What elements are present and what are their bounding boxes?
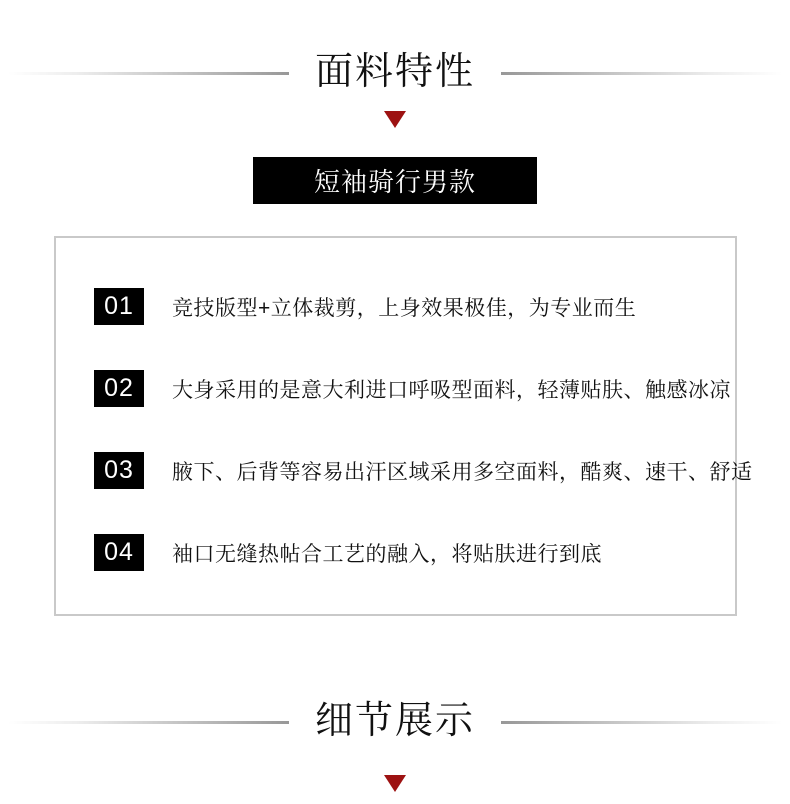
detail-section-title: 细节展示 bbox=[315, 700, 476, 743]
down-arrow-icon bbox=[384, 775, 406, 792]
feature-row-3 bbox=[94, 452, 753, 489]
fabric-section-header bbox=[0, 50, 790, 96]
feature-number-badge: 01 bbox=[94, 288, 144, 325]
down-arrow-icon bbox=[384, 111, 406, 128]
feature-description: 竞技版型+立体裁剪，上身效果极佳，为专业而生 bbox=[172, 296, 637, 320]
detail-section-header bbox=[0, 699, 790, 745]
feature-row-2 bbox=[94, 370, 735, 407]
feature-description: 腋下、后背等容易出汗区域采用多空面料，酷爽、速干、舒适 bbox=[172, 460, 753, 484]
feature-description: 袖口无缝热帖合工艺的融入，将贴肤进行到底 bbox=[172, 542, 602, 566]
left-rule-line bbox=[8, 721, 289, 724]
fabric-features-box bbox=[54, 236, 753, 616]
feature-number-badge: 04 bbox=[94, 534, 144, 571]
feature-row-4 bbox=[94, 534, 735, 571]
feature-description: 大身采用的是意大利进口呼吸型面料，轻薄贴肤、触感冰凉 bbox=[172, 378, 731, 402]
right-rule-line bbox=[501, 72, 782, 75]
fabric-section-title: 面料特性 bbox=[315, 51, 476, 94]
left-rule-line bbox=[8, 72, 289, 75]
feature-number-badge: 02 bbox=[94, 370, 144, 407]
product-style-banner: 短袖骑行男款 bbox=[253, 157, 537, 204]
feature-row-1 bbox=[94, 288, 735, 325]
right-rule-line bbox=[501, 721, 782, 724]
feature-number-badge: 03 bbox=[94, 452, 144, 489]
